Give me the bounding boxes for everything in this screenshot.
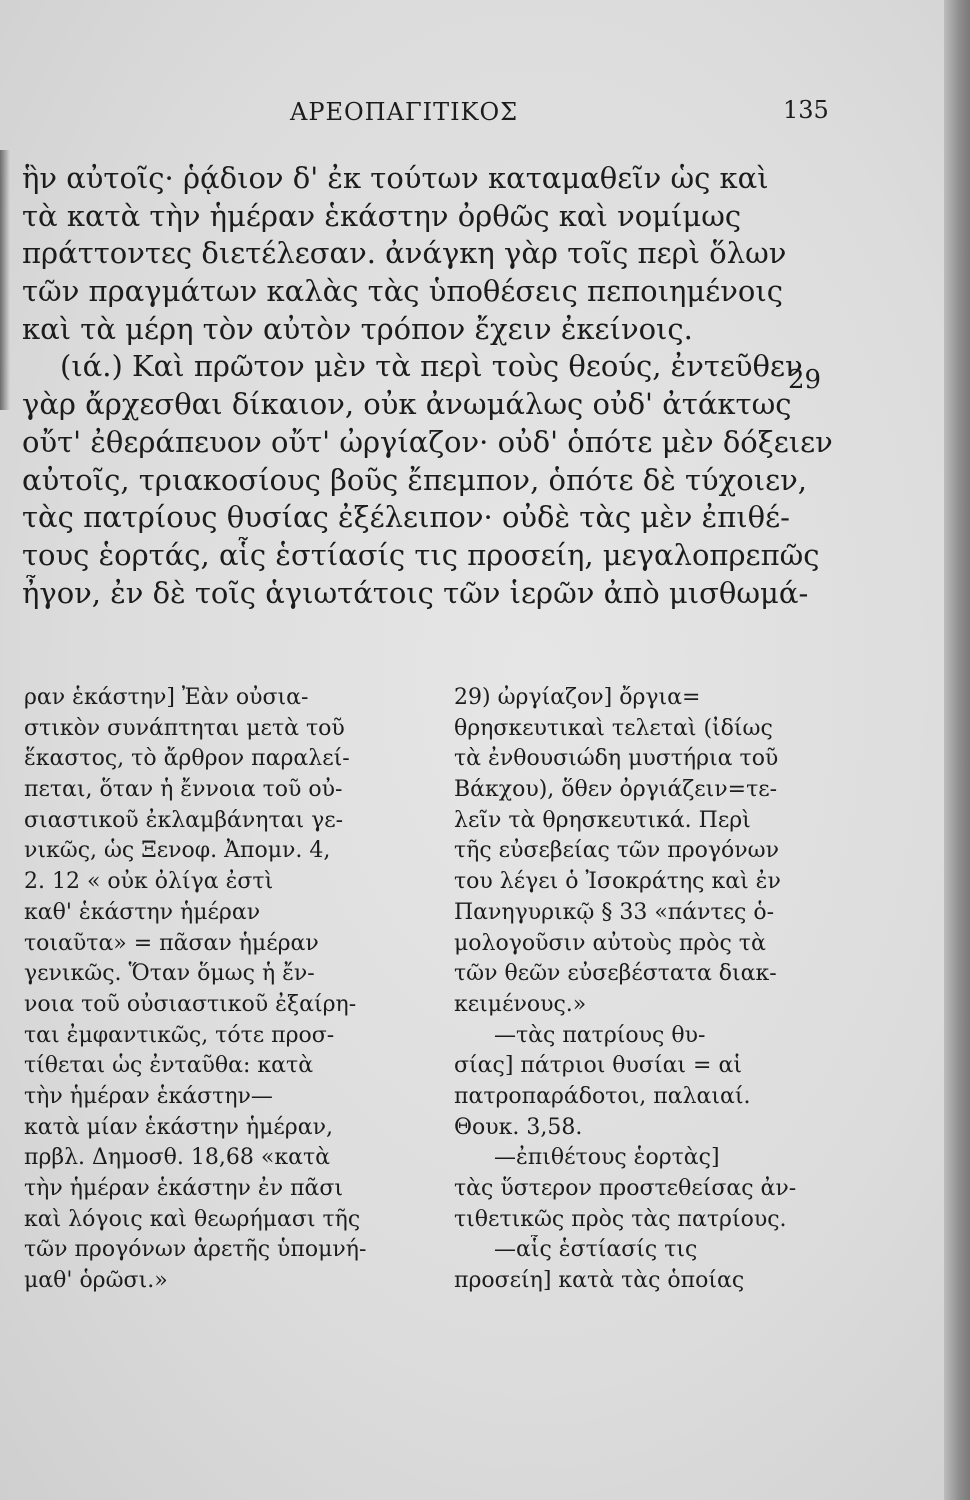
footnote-line: ραν ἑκάστην] Ἐὰν οὐσια- [24, 685, 309, 710]
footnote-line: τοιαῦτα» = πᾶσαν ἡμέραν [24, 930, 319, 956]
main-text-line: τῶν πραγμάτων καλὰς τὰς ὑποθέσεις πεποιημένοις [22, 274, 783, 309]
footnote-line: νικῶς, ὡς Ξενοφ. Ἀπομν. 4, [24, 838, 331, 864]
footnote-line: θρησκευτικαὶ τελεταὶ (ἰδίως [454, 715, 773, 741]
footnotes-left-column [24, 683, 429, 1297]
page-number: 135 [783, 96, 829, 124]
footnote-line: ἕκαστος, τὸ ἄρθρον παραλεί- [24, 746, 350, 772]
footnote-line: μαθ' ὁρῶσι.» [24, 1268, 168, 1294]
footnote-line: τῶν θεῶν εὐσεβέστατα διακ- [454, 961, 777, 987]
footnote-line: σίας] πάτριοι θυσίαι = αἱ [454, 1053, 742, 1079]
footnote-line: τὰς ὕστερον προστεθείσας ἀν- [454, 1176, 797, 1201]
footnote-line: στικὸν συνάπτηται μετὰ τοῦ [24, 715, 345, 741]
footnote-line: 29) ὠργίαζον] ὄργια= [454, 685, 701, 710]
footnote-line: 2. 12 « οὐκ ὀλίγα ἐστὶ [24, 869, 274, 895]
footnote-line: τίθεται ὡς ἐνταῦθα: κατὰ [24, 1053, 314, 1079]
footnote-line: Πανηγυρικῷ § 33 «πάντες ὁ- [454, 899, 775, 925]
main-text-line: γὰρ ἄρχεσθαι δίκαιον, οὐκ ἀνωμάλως οὐδ' ἀτάκτως [22, 387, 792, 422]
footnote-line: προσείη] κατὰ τὰς ὁποίας [454, 1268, 745, 1294]
footnote-line: ται ἐμφαντικῶς, τότε προσ- [24, 1022, 335, 1048]
main-text-line: αὐτοῖς, τριακοσίους βοῦς ἔπεμπον, ὁπότε δὲ τύχοιεν, [22, 462, 807, 497]
main-text-line: τὰ κατὰ τὴν ἡμέραν ἑκάστην ὀρθῶς καὶ νομίμως [22, 198, 742, 233]
footnote-line: τῆς εὐσεβείας τῶν προγόνων [454, 838, 779, 864]
footnote-line: πρβλ. Δημοσθ. 18,68 «κατὰ [24, 1145, 330, 1171]
footnote-line: σιαστικοῦ ἐκλαμβάνηται γε- [24, 807, 344, 833]
footnote-line: κειμένους.» [454, 991, 587, 1017]
footnote-line: —ἐπιθέτους ἑορτὰς] [494, 1145, 720, 1171]
footnote-line: Βάκχου), ὅθεν ὀργιάζειν=τε- [454, 777, 778, 803]
footnote-line: —τὰς πατρίους θυ- [494, 1022, 706, 1048]
footnote-line: τὰ ἐνθουσιώδη μυστήρια τοῦ [454, 746, 779, 772]
footnote-line: πεται, ὅταν ἡ ἔννοια τοῦ οὐ- [24, 777, 343, 803]
footnote-line: μολογοῦσιν αὐτοὺς πρὸς τὰ [454, 930, 766, 956]
footnote-line: καὶ λόγοις καὶ θεωρήμασι τῆς [24, 1206, 361, 1232]
main-text-line: ἦγον, ἐν δὲ τοῖς ἁγιωτάτοις τῶν ἱερῶν ἀπὸ μισθωμά- [22, 575, 809, 610]
main-text-line: (ιά.) Καὶ πρῶτον μὲν τὰ περὶ τοὺς θεούς, ἐντεῦθεν [60, 349, 803, 384]
main-text-line: τὰς πατρίους θυσίας ἐξέλειπον· οὐδὲ τὰς μὲν ἐπιθέ- [22, 500, 790, 535]
footnote-line: τὴν ἡμέραν ἑκάστην ἐν πᾶσι [24, 1176, 344, 1201]
footnote-line: τῶν προγόνων ἀρετῆς ὑπομνή- [24, 1237, 367, 1263]
footnote-line: τιθετικῶς πρὸς τὰς πατρίους. [454, 1206, 787, 1232]
main-text-block [22, 160, 852, 612]
main-text-line: πράττοντες διετέλεσαν. ἀνάγκη γὰρ τοῖς περὶ ὅλων [22, 236, 787, 271]
footnote-line: πατροπαράδοτοι, παλαιαί. [454, 1083, 751, 1109]
footnote-line: του λέγει ὁ Ἰσοκράτης καὶ ἐν [454, 869, 781, 895]
footnote-line: καθ' ἑκάστην ἡμέραν [24, 899, 261, 925]
footnote-line: τὴν ἡμέραν ἑκάστην— [24, 1083, 273, 1109]
binding-shadow [0, 150, 10, 410]
main-text-line: οὔτ' ἐθεράπευον οὔτ' ὠργίαζον· οὐδ' ὁπότε μὲν δόξειεν [22, 424, 833, 459]
footnote-line: —αἷς ἑστίασίς τις [494, 1237, 698, 1263]
footnote-line: γενικῶς. Ὅταν ὅμως ἡ ἔν- [24, 961, 315, 987]
footnote-line: λεῖν τὰ θρησκευτικά. Περὶ [454, 807, 751, 833]
footnotes-right-column [454, 683, 844, 1297]
footnote-line: κατὰ μίαν ἑκάστην ἡμέραν, [24, 1114, 333, 1140]
footnote-line: νοια τοῦ οὐσιαστικοῦ ἐξαίρη- [24, 991, 357, 1017]
page-edge-shadow [944, 0, 970, 1500]
section-margin-number: 29 [788, 365, 822, 395]
main-text-line: καὶ τὰ μέρη τὸν αὐτὸν τρόπον ἔχειν ἐκείνοις. [22, 311, 693, 346]
running-header-title: ΑΡΕΟΠΑΓΙΤΙΚΟΣ [290, 98, 519, 126]
footnote-line: Θουκ. 3,58. [454, 1114, 583, 1140]
main-text-line: ἣν αὐτοῖς· ῥᾴδιον δ' ἐκ τούτων καταμαθεῖν ὡς καὶ [22, 161, 769, 195]
main-text-line: τους ἑορτάς, αἷς ἑστίασίς τις προσείη, μεγαλοπρεπῶς [22, 537, 820, 572]
